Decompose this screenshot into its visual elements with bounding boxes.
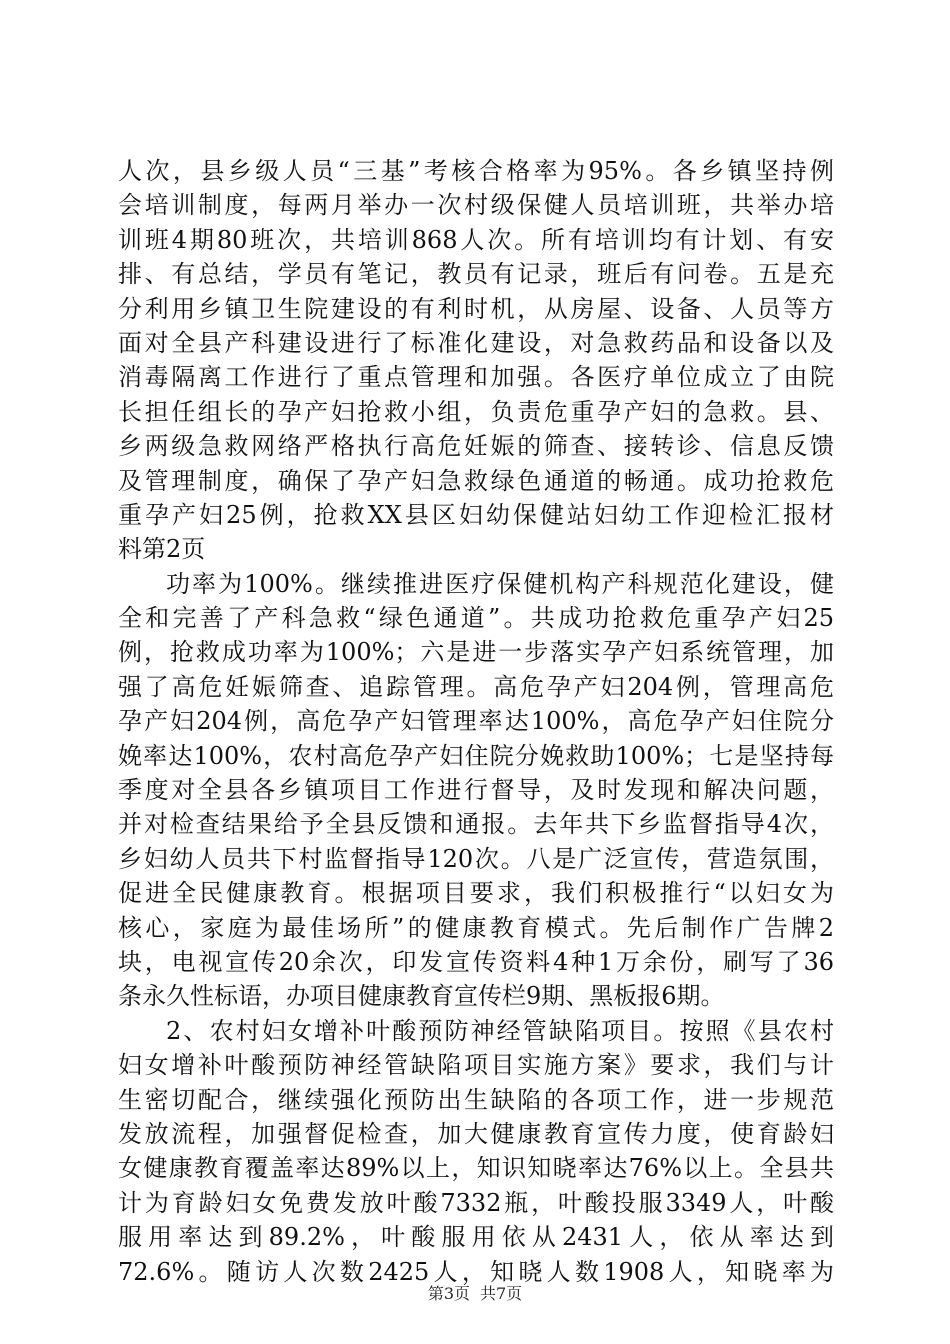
text-line: 人次，县乡级人员“三基”考核合格率为95%。各乡镇坚持例 xyxy=(118,157,834,185)
page-footer xyxy=(0,1284,950,1304)
text-line: 例，抢救成功率为100%；六是进一步落实孕产妇系统管理，加 xyxy=(118,638,834,667)
text-line: 训班4期80班次，共培训868人次。所有培训均有计划、有安 xyxy=(118,225,834,254)
text-line: 生密切配合，继续强化预防出生缺陷的各项工作，进一步规范 xyxy=(118,1085,834,1114)
text-line: 分利用乡镇卫生院建设的有利时机，从房屋、设备、人员等方 xyxy=(118,294,834,323)
text-line: 块，电视宣传20余次，印发宣传资料4种1万余份，刷写了36 xyxy=(118,947,834,976)
text-line: 促进全民健康教育。根据项目要求，我们积极推行“以妇女为 xyxy=(118,879,834,908)
text-line: 全和完善了产科急救“绿色通道”。共成功抢救危重孕产妇25 xyxy=(118,604,834,633)
text-line: 孕产妇204例，高危孕产妇管理率达100%，高危孕产妇住院分 xyxy=(118,707,834,736)
text-line: 乡两级急救网络严格执行高危妊娠的筛查、接转诊、信息反馈 xyxy=(118,432,834,461)
text-line: 72.6%。随访人次数2425人，知晓人数1908人，知晓率为 xyxy=(118,1257,834,1286)
text-line: 重孕产妇25例，抢救XX县区妇幼保健站妇幼工作迎检汇报材 xyxy=(118,500,834,529)
text-line: 计为育龄妇女免费发放叶酸7332瓶，叶酸投服3349人，叶酸 xyxy=(118,1188,834,1217)
text-line: 娩率达100%，农村高危孕产妇住院分娩救助100%；七是坚持每 xyxy=(118,741,834,770)
text-line: 发放流程，加强督促检查，加大健康教育宣传力度，使育龄妇 xyxy=(118,1119,834,1148)
text-line: 条永久性标语，办项目健康教育宣传栏9期、黑板报6期。 xyxy=(118,982,725,1011)
body-text xyxy=(118,154,834,1289)
text-line: 面对全县产科建设进行了标准化建设，对急救药品和设备以及 xyxy=(118,328,834,357)
text-line: 乡妇幼人员共下村监督指导120次。八是广泛宣传，营造氛围， xyxy=(118,844,834,873)
text-line: 消毒隔离工作进行了重点管理和加强。各医疗单位成立了由院 xyxy=(118,363,834,392)
text-line: 核心，家庭为最佳场所”的健康教育模式。先后制作广告牌2 xyxy=(118,913,834,942)
text-line: 女健康教育覆盖率达89%以上，知识知晓率达76%以上。全县共 xyxy=(118,1154,834,1183)
text-line: 长担任组长的孕产妇抢救小组，负责危重孕产妇的急救。县、 xyxy=(118,397,834,426)
text-line: 季度对全县各乡镇项目工作进行督导，及时发现和解决问题， xyxy=(118,776,834,805)
text-line: 妇女增补叶酸预防神经管缺陷项目实施方案》要求，我们与计 xyxy=(118,1051,834,1080)
text-line: 服用率达到89.2%，叶酸服用依从2431人，依从率达到 xyxy=(118,1223,834,1252)
page-total: 共7页 xyxy=(480,1284,523,1303)
text-line: 料第2页 xyxy=(118,535,206,564)
text-line: 及管理制度，确保了孕产妇急救绿色通道的畅通。成功抢救危 xyxy=(118,466,834,495)
text-line: 并对检查结果给予全县反馈和通报。去年共下乡监督指导4次， xyxy=(118,810,834,839)
text-line: 强了高危妊娠筛查、追踪管理。高危孕产妇204例，管理高危 xyxy=(118,672,834,701)
text-line: 会培训制度，每两月举办一次村级保健人员培训班，共举办培 xyxy=(118,191,834,220)
paragraph-first-line: 2、农村妇女增补叶酸预防神经管缺陷项目。按照《县农村 xyxy=(166,1016,834,1045)
page-number: 第3页 xyxy=(427,1284,470,1303)
paragraph-first-line: 功率为100%。继续推进医疗保健机构产科规范化建设，健 xyxy=(166,569,834,598)
text-line: 排、有总结，学员有笔记，教员有记录，班后有问卷。五是充 xyxy=(118,260,834,289)
